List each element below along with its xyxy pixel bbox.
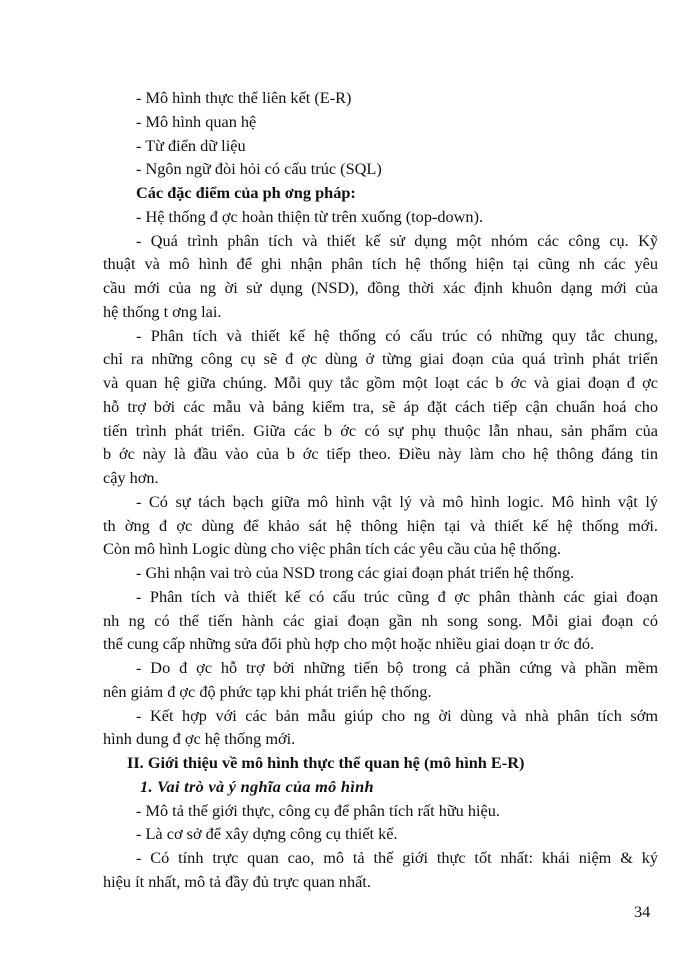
section-heading: II. Giới thiệu về mô hình thực thể quan hệ (mô hình E-R) <box>127 753 525 772</box>
text-line: - Có sự tách bạch giữa mô hình vật lý và mô hình logic. Mô hình vật lý <box>136 491 658 511</box>
text-line: hỗ trợ bởi các mẫu và bảng kiểm tra, sẽ áp đặt cách tiếp cận chuẩn hoá cho <box>103 396 658 416</box>
text-line: nên giảm đ ợc độ phức tạp khi phát triển hệ thống. <box>103 681 432 701</box>
text-line: chỉ ra những công cụ sẽ đ ợc dùng ở từng giai đoạn của quá trình phát triển <box>103 349 658 369</box>
text-line: tiến trình phát triển. Giữa các b ớc có sự phụ thuộc lẫn nhau, sản phẩm của <box>103 420 658 440</box>
text-line: thuật và mô hình để ghi nhận phân tích hệ thống hiện tại cũng nh các yêu <box>103 254 658 274</box>
text-line: - Mô tả thế giới thực, công cụ để phân tích rất hữu hiệu. <box>136 800 500 820</box>
text-line: và quan hệ giữa chúng. Mỗi quy tắc gồm một loạt các b ớc và giai đoạn đ ợc <box>103 373 658 392</box>
text-line: b ớc này là đầu vào của b ớc tiếp theo. Điều này làm cho hệ thông đáng tin <box>103 444 658 464</box>
text-line: - Quá trình phân tích và thiết kế sử dụng một nhóm các công cụ. Kỹ <box>136 230 658 250</box>
text-line: - Ghi nhận vai trò của NSD trong các giai đoạn phát triển hệ thống. <box>136 563 575 582</box>
text-line: - Có tính trực quan cao, mô tả thế giới thực tốt nhất: khái niệm & ký <box>136 848 658 867</box>
text-line: nh ng có thể tiến hành các giai đoạn gần nh song song. Mỗi giai đoạn có <box>103 610 658 630</box>
text-line: cầu mới của ng ời sử dụng (NSD), đồng thời xác định khuôn dạng mới của <box>103 278 658 297</box>
subsection-heading: 1. Vai trò và ý nghĩa của mô hình <box>140 776 374 796</box>
subheading: Các đặc điểm của ph ơng pháp: <box>136 183 356 202</box>
text-line: - Do đ ợc hỗ trợ bởi những tiến bộ trong cả phần cứng và phần mềm <box>136 658 658 677</box>
text-line: - Từ điển dữ liệu <box>136 135 246 155</box>
text-line: Còn mô hình Logic dùng cho việc phân tích các yêu cầu của hệ thống. <box>103 539 561 559</box>
text-line: hiệu ít nhất, mô tả đầy đủ trực quan nhất. <box>103 871 371 891</box>
text-line: th ờng đ ợc dùng để khảo sát hệ thông hiện tại và thiết kế hệ thống mới. <box>103 515 658 535</box>
text-line: - Hệ thống đ ợc hoàn thiện từ trên xuống (top-down). <box>136 206 484 226</box>
text-line: - Mô hình thực thể liên kết (E-R) <box>136 88 352 107</box>
text-line: hệ thống t ơng lai. <box>103 301 222 321</box>
text-line: - Phân tích và thiết kế có cấu trúc cũng đ ợc phân thành các giai đoạn <box>136 586 658 606</box>
page-number: 34 <box>634 902 651 921</box>
text-line: cậy hơn. <box>103 468 159 487</box>
text-line: - Mô hình quan hệ <box>136 111 257 131</box>
text-line: hình dung đ ợc hệ thống mới. <box>103 729 296 749</box>
text-line: - Kết hợp với các bản mẫu giúp cho ng ời dùng và nhà phân tích sớm <box>136 705 658 725</box>
text-line: - Là cơ sở để xây dựng công cụ thiết kế. <box>136 824 398 844</box>
text-line: - Ngôn ngữ đòi hỏi có cấu trúc (SQL) <box>136 159 382 179</box>
text-line: - Phân tích và thiết kế hệ thống có cấu trúc có những quy tắc chung, <box>136 325 658 345</box>
text-line: thể cung cấp những sửa đổi phù hợp cho một hoặc nhiều giai doạn tr ớc đó. <box>103 634 595 654</box>
